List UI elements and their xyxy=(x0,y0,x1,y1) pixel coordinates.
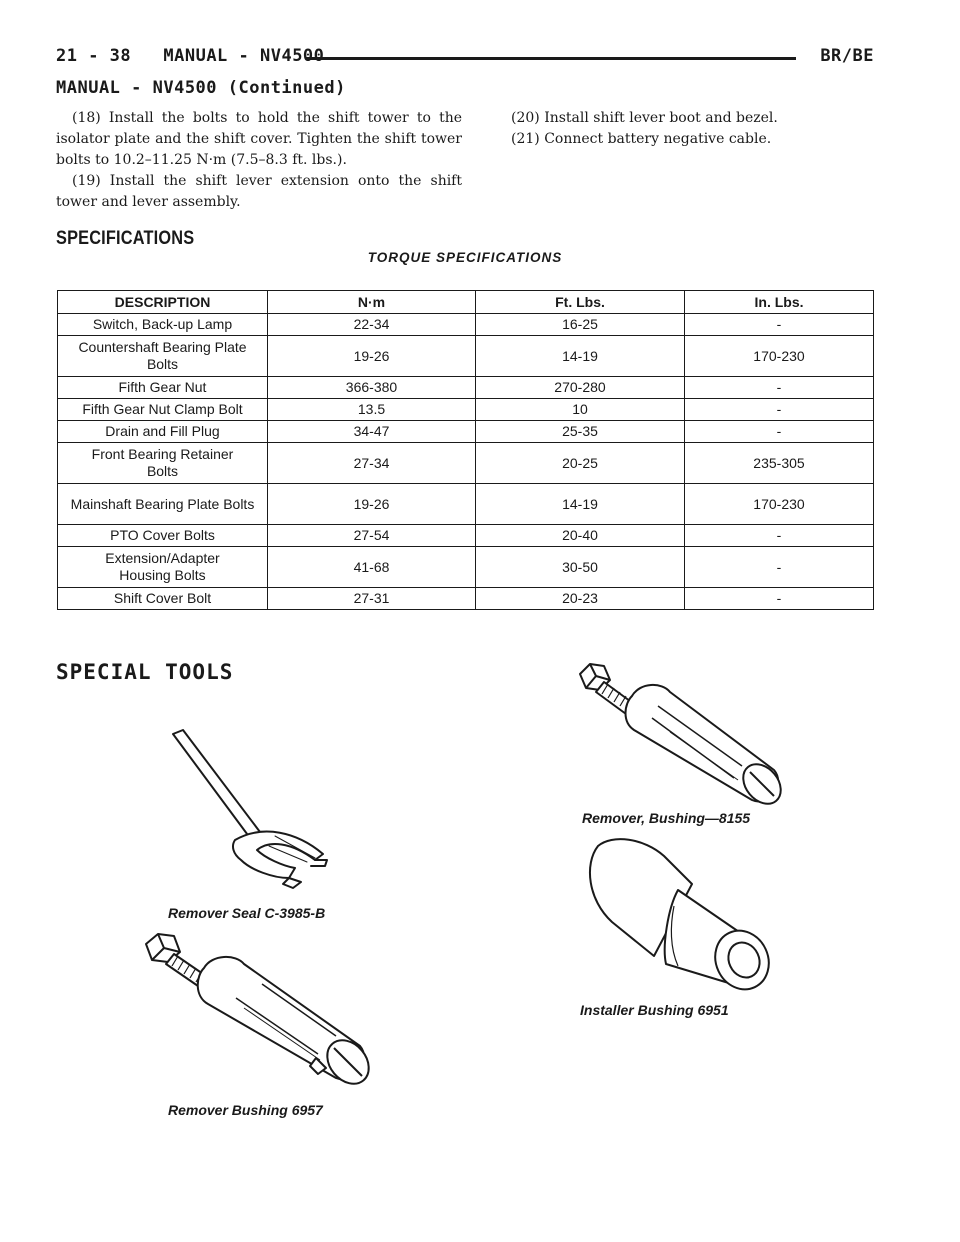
table-cell: 170-230 xyxy=(685,336,874,377)
specifications-heading: SPECIFICATIONS xyxy=(56,228,195,249)
table-cell: Extension/Adapter Housing Bolts xyxy=(58,547,268,588)
table-row xyxy=(58,588,874,610)
table-cell: - xyxy=(685,377,874,399)
page-header xyxy=(56,46,874,72)
table-cell: 14-19 xyxy=(476,336,685,377)
table-cell: 25-35 xyxy=(476,421,685,443)
table-header-row xyxy=(58,291,874,314)
table-cell: - xyxy=(685,399,874,421)
table-cell: 41-68 xyxy=(268,547,476,588)
table-row xyxy=(58,525,874,547)
bushing-remover-icon xyxy=(574,660,789,810)
bushing-remover-icon xyxy=(140,928,380,1090)
header-rule xyxy=(306,57,796,60)
tool-caption-bushing-remover-6957: Remover Bushing 6957 xyxy=(168,1102,323,1118)
bushing-installer-icon xyxy=(582,836,782,994)
page-number-section: 21 - 38 MANUAL - NV4500 xyxy=(56,46,325,66)
body-column-left xyxy=(56,108,462,213)
step-20: (20) Install shift lever boot and bezel. xyxy=(511,110,778,126)
table-cell: 19-26 xyxy=(268,336,476,377)
table-row xyxy=(58,547,874,588)
table-cell: 30-50 xyxy=(476,547,685,588)
table-row xyxy=(58,336,874,377)
step-18: (18) Install the bolts to hold the shift tower to the isolator plate and the shift cover. Tighten the shift tower bolts to 10.2–11.25 N·m (7.5–8.3 ft. lbs.). xyxy=(56,110,462,168)
table-row xyxy=(58,421,874,443)
table-cell: Countershaft Bearing Plate Bolts xyxy=(58,336,268,377)
column-header: DESCRIPTION xyxy=(58,291,268,314)
table-cell: Switch, Back-up Lamp xyxy=(58,314,268,336)
table-cell: 34-47 xyxy=(268,421,476,443)
table-cell: 170-230 xyxy=(685,484,874,525)
table-cell: - xyxy=(685,314,874,336)
table-row xyxy=(58,484,874,525)
table-cell: 235-305 xyxy=(685,443,874,484)
column-header: Ft. Lbs. xyxy=(476,291,685,314)
table-row xyxy=(58,314,874,336)
table-cell: PTO Cover Bolts xyxy=(58,525,268,547)
table-row xyxy=(58,399,874,421)
table-cell: 16-25 xyxy=(476,314,685,336)
table-cell: 20-25 xyxy=(476,443,685,484)
table-cell: - xyxy=(685,421,874,443)
table-row xyxy=(58,443,874,484)
table-cell: Drain and Fill Plug xyxy=(58,421,268,443)
body-column-right xyxy=(495,108,875,150)
table-cell: Fifth Gear Nut Clamp Bolt xyxy=(58,399,268,421)
continued-heading: MANUAL - NV4500 (Continued) xyxy=(56,78,346,98)
table-cell: 13.5 xyxy=(268,399,476,421)
table-cell: Shift Cover Bolt xyxy=(58,588,268,610)
tool-caption-bushing-installer: Installer Bushing 6951 xyxy=(580,1002,729,1018)
table-cell: 19-26 xyxy=(268,484,476,525)
table-cell: 22-34 xyxy=(268,314,476,336)
table-cell: - xyxy=(685,547,874,588)
table-cell: Mainshaft Bearing Plate Bolts xyxy=(58,484,268,525)
table-cell: 270-280 xyxy=(476,377,685,399)
model-code: BR/BE xyxy=(820,46,874,66)
table-cell: 20-40 xyxy=(476,525,685,547)
column-header: N·m xyxy=(268,291,476,314)
column-header: In. Lbs. xyxy=(685,291,874,314)
step-21: (21) Connect battery negative cable. xyxy=(511,131,772,147)
seal-remover-icon xyxy=(165,728,345,890)
tool-caption-seal-remover: Remover Seal C-3985-B xyxy=(168,905,326,921)
table-cell: - xyxy=(685,588,874,610)
table-cell: 10 xyxy=(476,399,685,421)
torque-specifications-table xyxy=(57,290,874,610)
tool-caption-bushing-remover-8155: Remover, Bushing—8155 xyxy=(582,810,751,826)
special-tools-heading: SPECIAL TOOLS xyxy=(56,660,234,684)
table-cell: Fifth Gear Nut xyxy=(58,377,268,399)
table-cell: Front Bearing Retainer Bolts xyxy=(58,443,268,484)
step-19: (19) Install the shift lever extension onto the shift tower and lever assembly. xyxy=(56,173,462,210)
table-cell: 27-31 xyxy=(268,588,476,610)
table-cell: 366-380 xyxy=(268,377,476,399)
table-cell: 14-19 xyxy=(476,484,685,525)
torque-table-title: TORQUE SPECIFICATIONS xyxy=(367,250,563,265)
table-cell: 27-54 xyxy=(268,525,476,547)
table-cell: 27-34 xyxy=(268,443,476,484)
table-cell: - xyxy=(685,525,874,547)
table-row xyxy=(58,377,874,399)
table-cell: 20-23 xyxy=(476,588,685,610)
